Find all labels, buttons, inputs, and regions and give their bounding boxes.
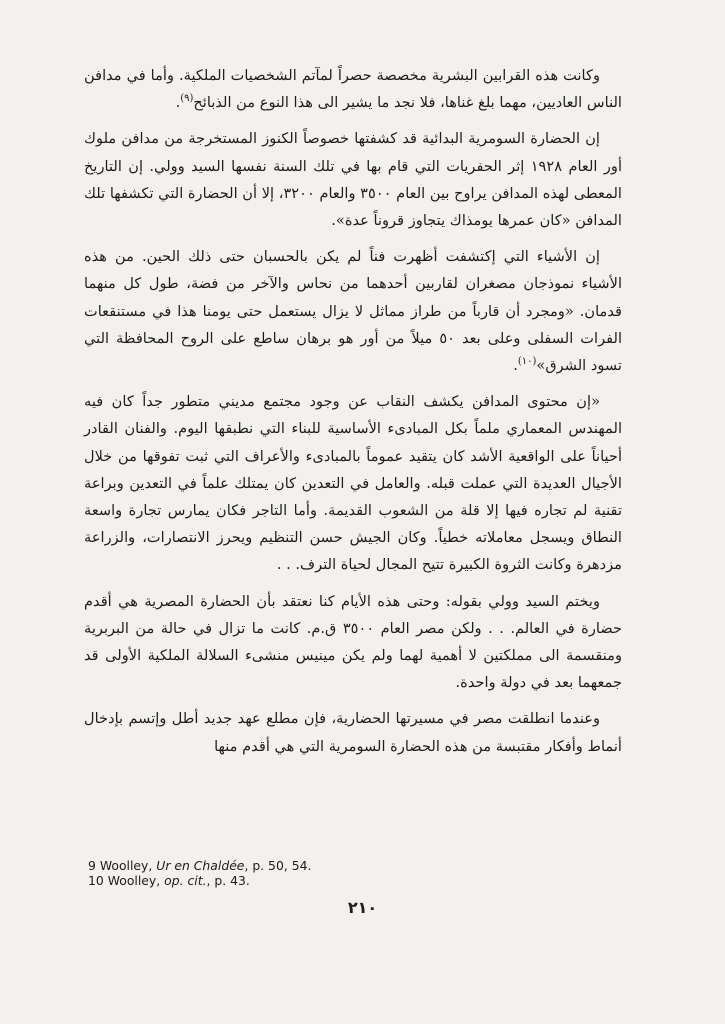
footnote-10: [88, 873, 588, 888]
paragraph-4: [84, 388, 622, 578]
paragraph-6-text: وعندما انطلقت مصر في مسيرتها الحضارية، فإن مطلع عهد جديد أطل وإتسم بإدخال أنماط وأفكار مقتبسة من هذه الحضارة السومرية التي هي أقدم منها: [84, 710, 622, 755]
paragraph-3-tail: .: [513, 357, 518, 375]
footnote-ref-10: (١٠): [517, 356, 537, 368]
paragraph-1-text: وكانت هذه القرابين البشرية مخصصة حصراً لمآتم الشخصيات الملكية. وأما في مدافن الناس العاديين، مهما بلغ غناها، فلا نجد ما يشير الى هذا النوع من الذبائح: [84, 67, 622, 112]
paragraph-2-text: إن الحضارة السومرية البدائية قد كشفتها خصوصاً الكنوز المستخرجة من مدافن ملوك أور العام ١٩٢٨ إثر الحفريات التي قام بها في تلك السنة نفسها السيد وولي. إن التاريخ المعطى لهذه المدافن يراوح بين العام ٣٥٠٠ والعام ٣٢٠٠، إلا أن الحضارة التي تكشفها تلك المدافن «كان عمرها يومذاك يتجاوز قروناً عدة».: [84, 130, 623, 230]
paragraph-3-text: إن الأشياء التي إكتشفت أظهرت فناً لم يكن بالحسبان حتى ذلك الحين. من هذه الأشياء نموذجان مصغران لقاربين أحدهما من نحاس والآخر من فضة، طول كل منهما قدمان. «ومجرد أن قارباً من طراز مماثل لا يزال يستعمل حتى يومنا هذا في مستنقعات الفرات السفلى وعلى بعد ٥٠ ميلاً من أور هو برهان ساطع على الروح المحافظة التي تسود الشرق»: [84, 248, 623, 375]
paragraph-5: [84, 588, 622, 697]
footnote-9: [88, 858, 588, 873]
body-text: [84, 62, 622, 769]
footnote-10-number: 10: [88, 873, 104, 888]
paragraph-1: [84, 62, 622, 116]
footnote-10-title: op. cit.: [164, 873, 207, 888]
footnote-ref-9: (٩): [180, 93, 194, 105]
paragraph-6: [84, 705, 622, 759]
footnotes: [88, 858, 588, 888]
footnote-10-author: Woolley,: [107, 873, 161, 888]
paragraph-1-tail: .: [175, 94, 181, 112]
footnote-9-pages: , p. 50, 54.: [244, 858, 312, 873]
footnote-9-title: Ur en Chaldée: [156, 858, 245, 873]
footnote-9-number: 9: [88, 858, 96, 873]
paragraph-4-text: «إن محتوى المدافن يكشف النقاب عن وجود مجتمع مديني متطور جداً كان فيه المهندس المعماري ملماً بكل المبادىء الأساسية للبناء التي نطبقها اليوم. والفنان القادر أحياناً على الواقعية الأشد كان يتقيد عموماً بالمبادىء والأعراف التي ثبت تفوقها من خلال الأجيال العديدة التي عملت قبله. والعامل في التعدين كان يمتلك علماً في التعدين وبراعة تقنية لم تجاره فيها إلا قلة من الشعوب القديمة. وأما التاجر فكان يمارس تجارة واسعة النطاق ويسجل معاملاته خطياً. وكان الجيش حسن التنظيم ويحرز الانتصارات، والزراعة مزدهرة وكانت الثروة الكبيرة تتيح المجال لحياة الترف. . .: [84, 393, 622, 574]
page-number: ٢١٠: [347, 898, 378, 917]
footnote-10-pages: , p. 43.: [206, 873, 250, 888]
paragraph-5-text: ويختم السيد وولي بقوله: وحتى هذه الأيام كنا نعتقد بأن الحضارة المصرية هي أقدم حضارة في العالم. . . ولكن مصر العام ٣٥٠٠ ق.م. كانت ما تزال في حالة من البربرية ومنقسمة الى مملكتين لا أهمية لهما ولم يكن مينيس منشىء السلالة الملكية الأولى قد جمعهما بعد في دولة واحدة.: [84, 592, 622, 692]
paragraph-3: [84, 243, 622, 379]
paragraph-2: [84, 125, 622, 234]
footnote-9-author: Woolley,: [99, 858, 153, 873]
